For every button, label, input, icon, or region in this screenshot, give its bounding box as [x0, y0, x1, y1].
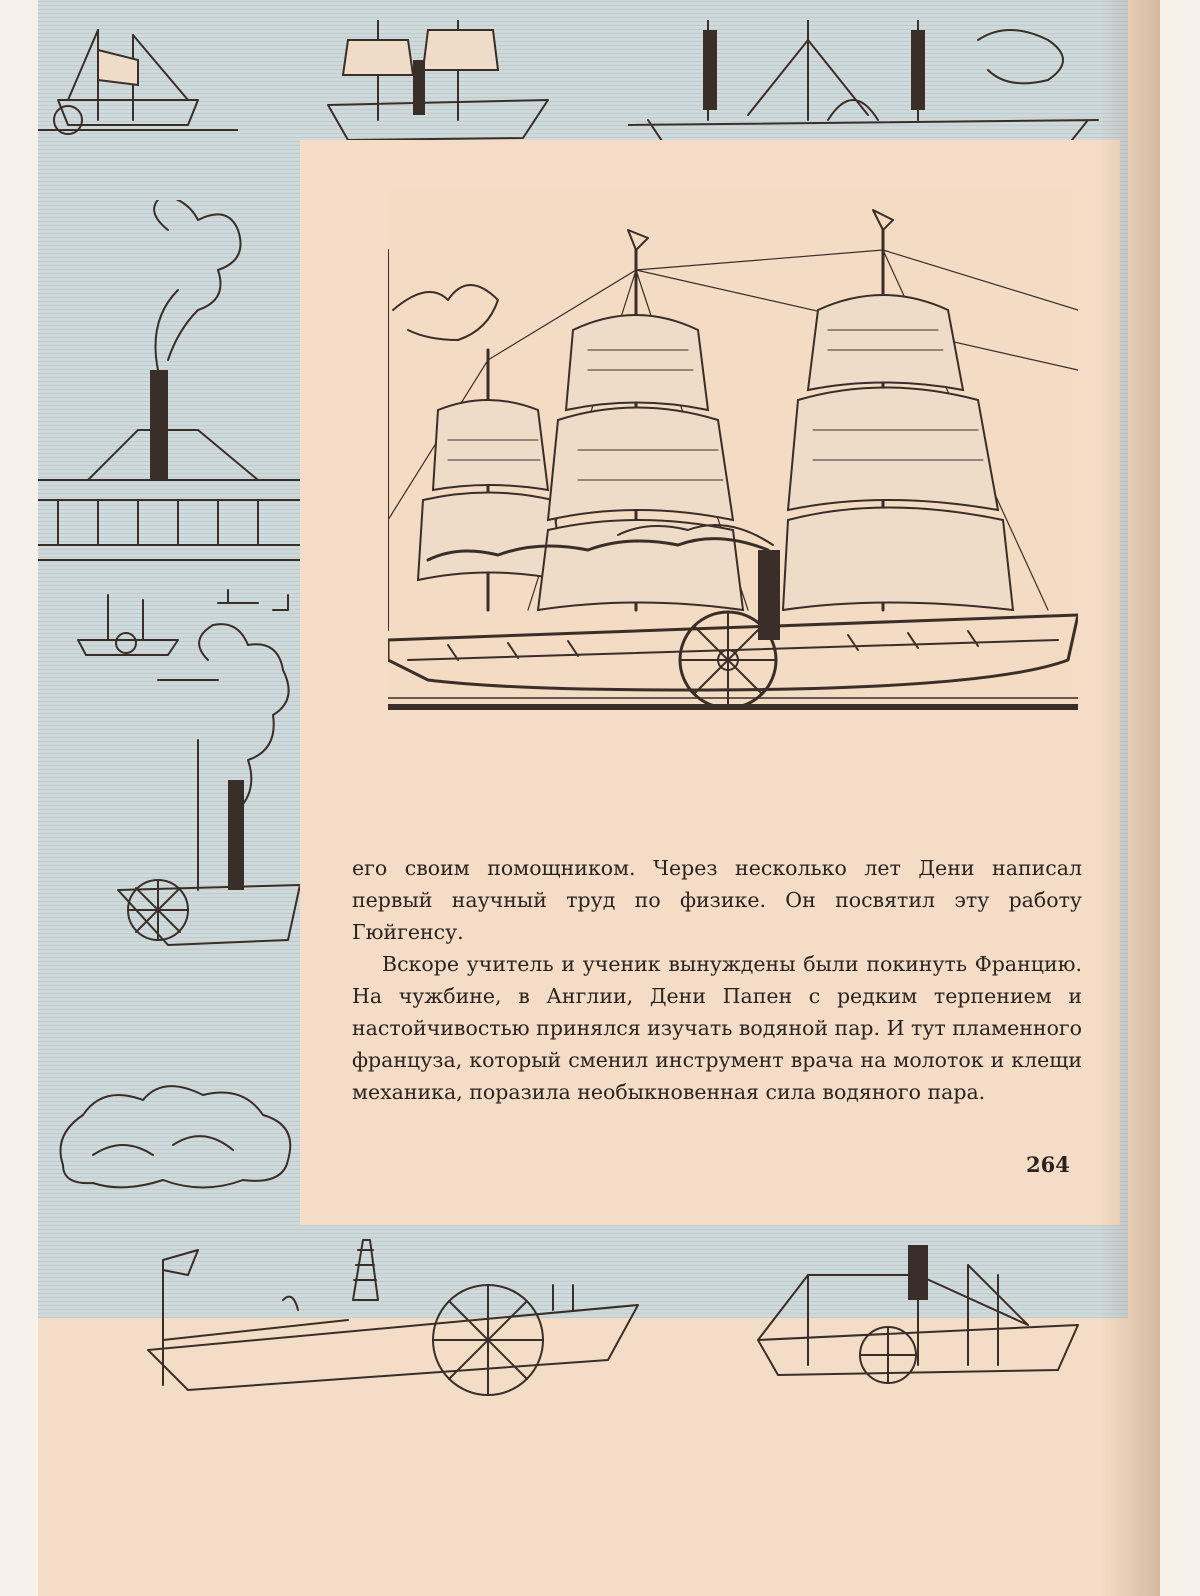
- top-center-ship-drawing: [308, 20, 568, 150]
- bottom-left-paddle-raft-drawing: [108, 1230, 648, 1405]
- sailing-steamship-illustration: [388, 190, 1078, 710]
- left-smoke-cloud-drawing: [53, 1075, 300, 1195]
- content-panel: [300, 140, 1120, 1225]
- top-left-ship-drawing: [38, 20, 238, 150]
- book-page: [38, 0, 1160, 1596]
- bottom-right-steamship-drawing: [738, 1245, 1108, 1385]
- paragraph-1: его своим помощником. Через несколько лет Дени написал первый научный труд по физике. Он посвятил эту работу Гюйгенсу.: [352, 856, 1082, 944]
- left-paddle-steamer-drawing: [98, 620, 300, 960]
- illustration-bottom-rule: [388, 704, 1078, 710]
- top-right-steamship-drawing: [628, 20, 1108, 150]
- body-text: [352, 852, 1082, 1108]
- paragraph-2: Вскоре учитель и ученик вынуждены были покинуть Францию. На чужбине, в Англии, Дени Папен с редким терпением и настойчивостью принялся изучать водяной пар. И тут пламенного француза, который сменил инструмент врача на молоток и клещи механика, поразила необыкновенная сила водяного пара.: [352, 952, 1082, 1104]
- page-edge-shadow: [1100, 0, 1160, 1596]
- page-number: 264: [1026, 1152, 1070, 1177]
- left-steamer-with-smoke-drawing: [38, 200, 300, 580]
